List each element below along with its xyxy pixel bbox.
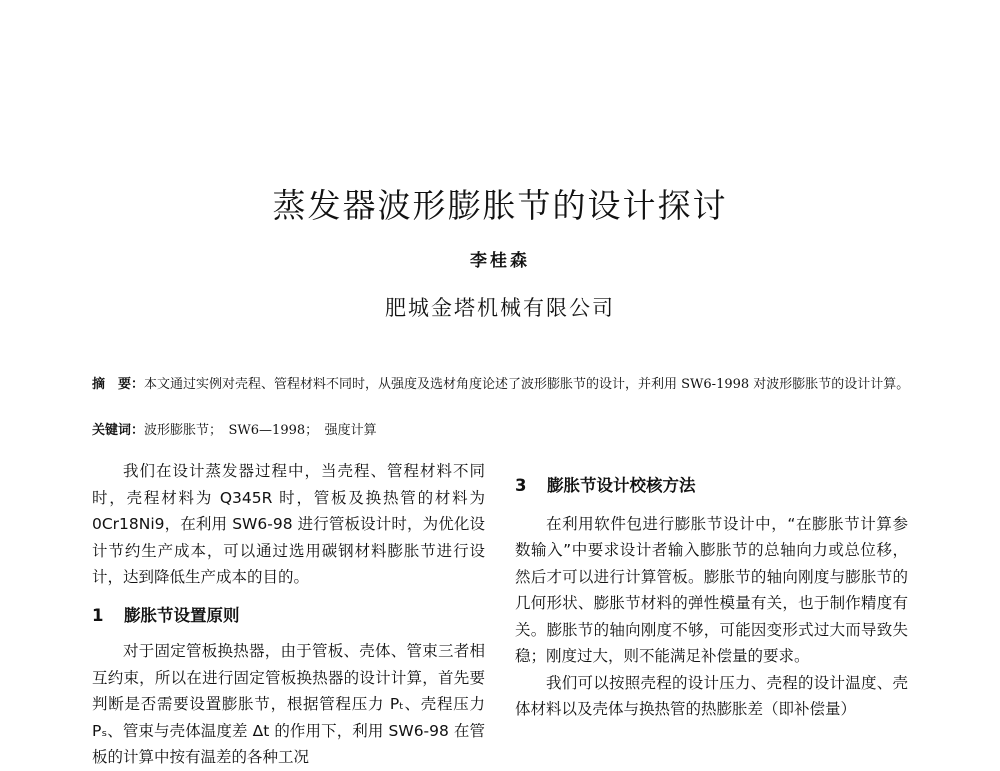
- section-heading-3: [515, 473, 908, 500]
- section-number: 1: [92, 605, 104, 625]
- affiliation: 肥城金塔机械有限公司: [385, 296, 615, 320]
- abstract: [92, 373, 912, 397]
- abstract-label: 摘 要：: [92, 377, 145, 392]
- section-3-paragraph-1: 在利用软件包进行膨胀节设计中，“在膨胀节计算参数输入”中要求设计者输入膨胀节的总轴向力或总位移，然后才可以进行计算管板。膨胀节的轴向刚度与膨胀节的几何形状、膨胀节材料的弹性模量有关，也于制作精度有关。膨胀节的轴向刚度不够，可能因变形式过大而导致失稳；刚度过大，则不能满足补偿量的要求。: [515, 514, 908, 665]
- left-column: [92, 458, 485, 771]
- right-column: [515, 473, 908, 723]
- keywords-text: 波形膨胀节； SW6—1998； 强度计算: [144, 423, 377, 438]
- section-heading-1: [92, 603, 485, 630]
- section-3-paragraph-2: 我们可以按照壳程的设计压力、壳程的设计温度、壳体材料以及壳体与换热管的热膨胀差（即补偿量）: [515, 673, 908, 718]
- section-title: 膨胀节设置原则: [124, 605, 240, 625]
- section-number: 3: [515, 476, 527, 495]
- author-name: 李桂森: [470, 251, 530, 271]
- abstract-text: 本文通过实例对壳程、管程材料不同时，从强度及选材角度论述了波形膨胀节的设计，并利用 SW6-1998 对波形膨胀节的设计计算。: [144, 377, 910, 392]
- paper-title: 蒸发器波形膨胀节的设计探讨: [272, 186, 728, 225]
- keywords: [92, 421, 912, 441]
- section-1-paragraph: 对于固定管板换热器，由于管板、壳体、管束三者相互约束，所以在进行固定管板换热器的设计计算，首先要判断是否需要设置膨胀节，根据管程压力 Pₜ、壳程压力 Pₛ、管束与壳体温度差 Δt 的作用下，利用 SW6-98 在管板的计算中按有温差的各种工况: [92, 642, 485, 766]
- intro-paragraph: 我们在设计蒸发器过程中，当壳程、管程材料不同时，壳程材料为 Q345R 时，管板及换热管的材料为 0Cr18Ni9，在利用 SW6-98 进行管板设计时，为优化设计节约生产成本，可以通过选用碳钢材料膨胀节进行设计，达到降低生产成本的目的。: [92, 462, 485, 586]
- keywords-label: 关键词：: [92, 423, 145, 438]
- section-title: 膨胀节设计校核方法: [547, 476, 696, 495]
